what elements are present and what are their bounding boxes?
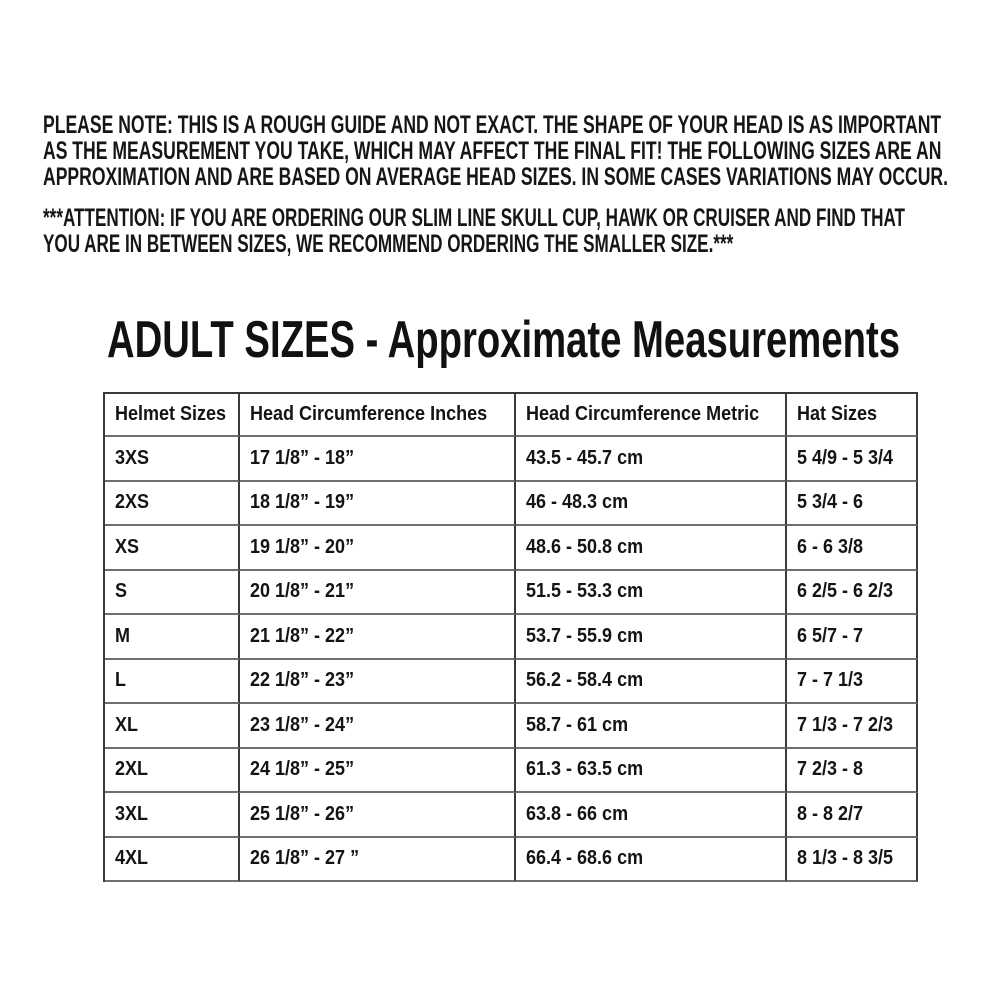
column-header-label: Head Circumference Inches (250, 403, 488, 425)
table-header (105, 394, 918, 437)
size-table (103, 392, 918, 882)
cell-text: 19 1/8” - 20” (250, 535, 355, 558)
table-row (105, 437, 918, 482)
table-row (105, 704, 918, 749)
cell-text: 7 2/3 - 8 (796, 758, 863, 781)
table-row (105, 793, 918, 838)
cell-text: 61.3 - 63.5 cm (525, 758, 643, 781)
table-cell-helmet-size (105, 749, 240, 794)
table-cell-hat-size (787, 749, 918, 794)
cell-text: 6 5/7 - 7 (796, 624, 863, 647)
table-cell-metric (516, 660, 787, 705)
table-cell-helmet-size (105, 793, 240, 838)
page-title (107, 311, 1000, 369)
cell-text: L (115, 669, 126, 692)
table-cell-metric (516, 793, 787, 838)
table-cell-hat-size (787, 838, 918, 883)
cell-text: 4XL (115, 847, 149, 870)
cell-text: 5 3/4 - 6 (796, 491, 863, 514)
cell-text: 3XS (115, 446, 150, 469)
note-line (43, 112, 1000, 138)
cell-text: 51.5 - 53.3 cm (525, 580, 643, 603)
cell-text: 3XL (115, 802, 149, 825)
table-cell-hat-size (787, 526, 918, 571)
table-cell-metric (516, 615, 787, 660)
cell-text: 53.7 - 55.9 cm (525, 624, 643, 647)
cell-text: 6 - 6 3/8 (796, 535, 863, 558)
column-header-hat-sizes (787, 394, 918, 437)
table-cell-metric (516, 749, 787, 794)
cell-text: 8 1/3 - 8 3/5 (796, 847, 893, 870)
cell-text: 21 1/8” - 22” (250, 624, 355, 647)
cell-text: S (115, 580, 128, 603)
cell-text: 63.8 - 66 cm (525, 802, 628, 825)
cell-text: 2XS (115, 491, 150, 514)
note-paragraph (43, 112, 1000, 190)
table-cell-helmet-size (105, 571, 240, 616)
cell-text: 5 4/9 - 5 3/4 (796, 446, 893, 469)
table-cell-inches (240, 838, 515, 883)
table-cell-helmet-size (105, 615, 240, 660)
cell-text: 8 - 8 2/7 (796, 802, 863, 825)
table-cell-inches (240, 526, 515, 571)
text-line-content: ***ATTENTION: IF YOU ARE ORDERING OUR SLIM LINE SKULL CUP, HAWK OR CRUISER AND FIND THAT (43, 204, 906, 232)
table-cell-inches (240, 660, 515, 705)
table-cell-hat-size (787, 793, 918, 838)
cell-text: 58.7 - 61 cm (525, 713, 628, 736)
text-line-content: APPROXIMATION AND ARE BASED ON AVERAGE HEAD SIZES. IN SOME CASES VARIATIONS MAY OCCUR. (43, 163, 948, 191)
table-cell-inches (240, 615, 515, 660)
text-line-content: AS THE MEASUREMENT YOU TAKE, WHICH MAY AFFECT THE FINAL FIT! THE FOLLOWING SIZES ARE AN (43, 137, 942, 165)
attention-paragraph (43, 205, 1000, 257)
page-title-text: ADULT SIZES - Approximate Measurements (107, 311, 900, 369)
table-cell-inches (240, 482, 515, 527)
table-cell-inches (240, 704, 515, 749)
table-header-row (105, 394, 918, 437)
table-row (105, 749, 918, 794)
column-header-helmet-sizes (105, 394, 240, 437)
cell-text: 7 1/3 - 7 2/3 (796, 713, 893, 736)
column-header-label: Helmet Sizes (115, 403, 227, 425)
table-row (105, 526, 918, 571)
attention-line (43, 231, 1000, 257)
cell-text: 26 1/8” - 27 ” (250, 847, 360, 870)
table-cell-helmet-size (105, 704, 240, 749)
column-header-label: Head Circumference Metric (525, 403, 759, 425)
attention-line (43, 205, 1000, 231)
cell-text: 66.4 - 68.6 cm (525, 847, 643, 870)
table-row (105, 838, 918, 883)
table-row (105, 615, 918, 660)
table-cell-inches (240, 437, 515, 482)
cell-text: 43.5 - 45.7 cm (525, 446, 643, 469)
column-header-circumference-metric (516, 394, 787, 437)
table-cell-hat-size (787, 704, 918, 749)
cell-text: 20 1/8” - 21” (250, 580, 355, 603)
cell-text: 18 1/8” - 19” (250, 491, 355, 514)
table-cell-helmet-size (105, 482, 240, 527)
cell-text: 17 1/8” - 18” (250, 446, 355, 469)
note-line (43, 138, 1000, 164)
cell-text: XL (115, 713, 139, 736)
cell-text: XS (115, 535, 140, 558)
text-line-content: PLEASE NOTE: THIS IS A ROUGH GUIDE AND NOT EXACT. THE SHAPE OF YOUR HEAD IS AS IMPORTANT (43, 111, 942, 139)
text-line-content: YOU ARE IN BETWEEN SIZES, WE RECOMMEND ORDERING THE SMALLER SIZE.*** (43, 230, 734, 258)
table-cell-hat-size (787, 571, 918, 616)
table-row (105, 482, 918, 527)
table-cell-hat-size (787, 482, 918, 527)
table-cell-inches (240, 571, 515, 616)
column-header-label: Hat Sizes (796, 403, 877, 425)
cell-text: 46 - 48.3 cm (525, 491, 628, 514)
table-cell-inches (240, 793, 515, 838)
cell-text: 24 1/8” - 25” (250, 758, 355, 781)
table-cell-metric (516, 704, 787, 749)
table-cell-metric (516, 838, 787, 883)
table-cell-metric (516, 526, 787, 571)
column-header-circumference-inches (240, 394, 515, 437)
table-row (105, 571, 918, 616)
table-cell-helmet-size (105, 838, 240, 883)
table-cell-metric (516, 437, 787, 482)
table-cell-hat-size (787, 615, 918, 660)
table-cell-hat-size (787, 660, 918, 705)
table-cell-inches (240, 749, 515, 794)
cell-text: 56.2 - 58.4 cm (525, 669, 643, 692)
cell-text: 22 1/8” - 23” (250, 669, 355, 692)
table-cell-metric (516, 571, 787, 616)
cell-text: 25 1/8” - 26” (250, 802, 355, 825)
cell-text: 7 - 7 1/3 (796, 669, 863, 692)
cell-text: 48.6 - 50.8 cm (525, 535, 643, 558)
cell-text: 2XL (115, 758, 149, 781)
table-body (105, 437, 918, 882)
table-cell-helmet-size (105, 437, 240, 482)
cell-text: M (115, 624, 131, 647)
note-line (43, 164, 1000, 190)
cell-text: 23 1/8” - 24” (250, 713, 355, 736)
cell-text: 6 2/5 - 6 2/3 (796, 580, 893, 603)
table-cell-metric (516, 482, 787, 527)
table-row (105, 660, 918, 705)
table-cell-hat-size (787, 437, 918, 482)
table-cell-helmet-size (105, 660, 240, 705)
table-cell-helmet-size (105, 526, 240, 571)
